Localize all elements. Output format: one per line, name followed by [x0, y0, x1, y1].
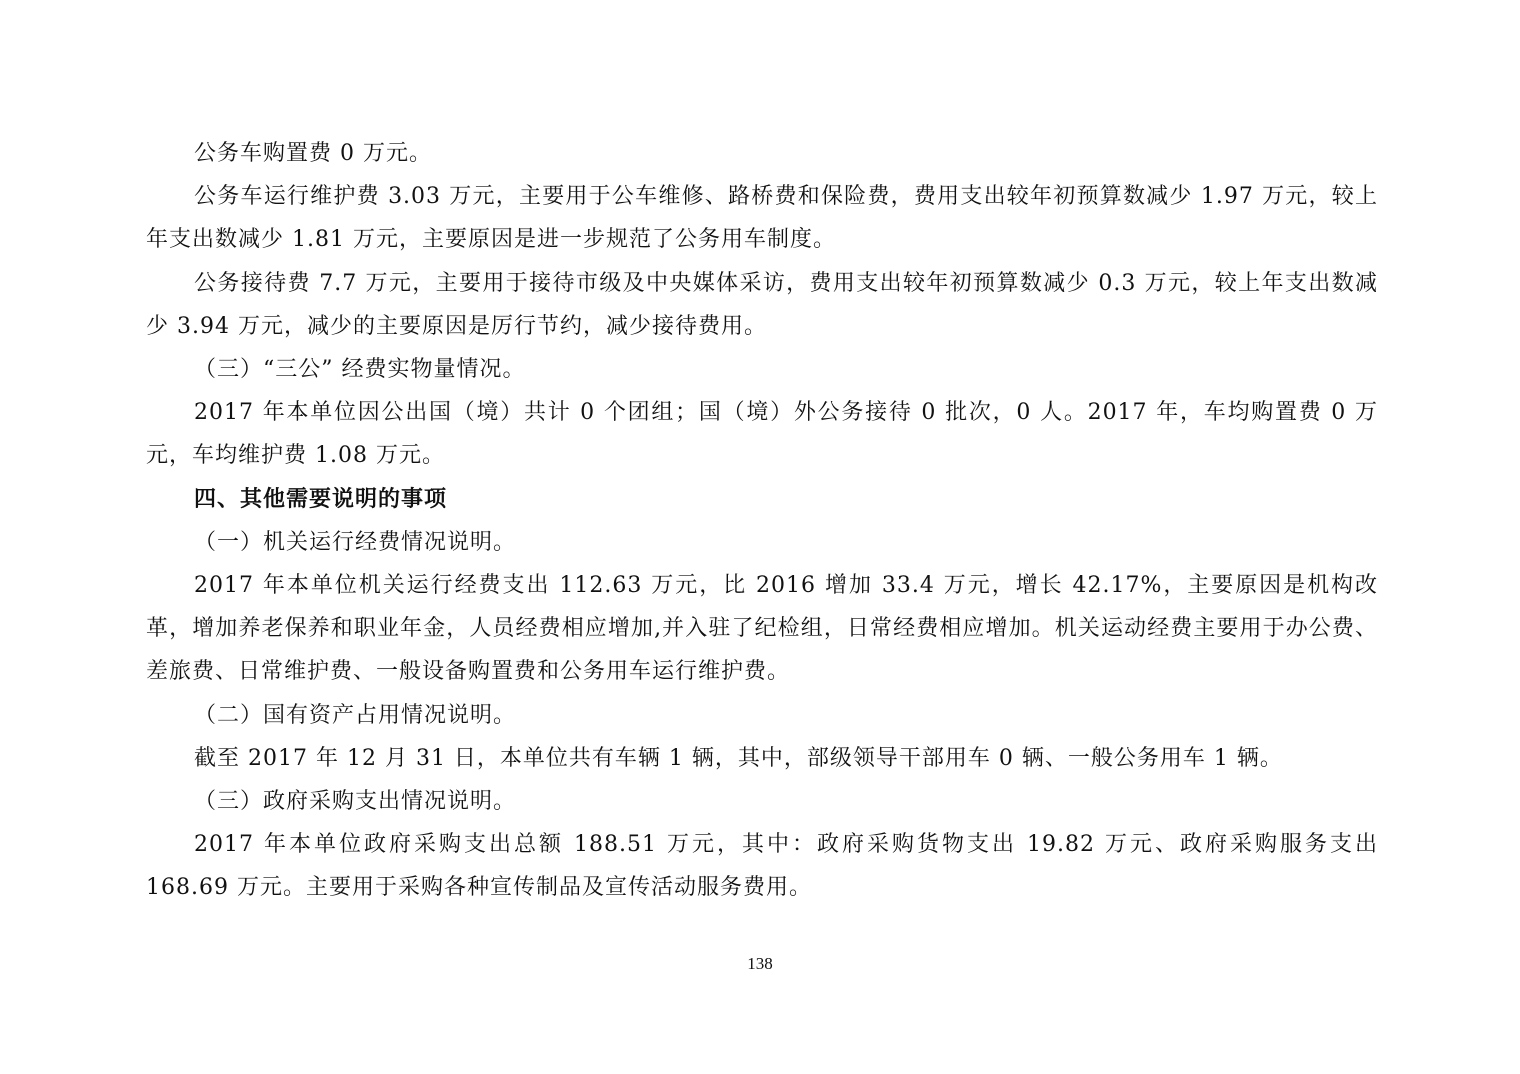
paragraph-physical-quantity: 2017 年本单位因公出国（境）共计 0 个团组；国（境）外公务接待 0 批次，0 人。2017 年，车均购置费 0 万元，车均维护费 1.08 万元。: [146, 400, 1379, 469]
paragraph-operating-costs: 2017 年本单位机关运行经费支出 112.63 万元，比 2016 增加 33.4 万元，增长 42.17%，主要原因是机构改革，增加养老保养和职业年金，人员经费相应增加,并入驻了纪检组，日常经费相应增加。机关运动经费主要用于办公费、差旅费、日常维护费、一般设备购置费和公务用车运行维护费。: [146, 573, 1378, 685]
subheading-procurement: （三）政府采购支出情况说明。: [194, 789, 517, 815]
paragraph-procurement: 2017 年本单位政府采购支出总额 188.51 万元，其中：政府采购货物支出 19.82 万元、政府采购服务支出 168.69 万元。主要用于采购各种宣传制品及宣传活动服务费用。: [146, 832, 1378, 901]
paragraph-vehicle-purchase: 公务车购置费 0 万元。: [194, 141, 432, 166]
section-heading-other-matters: 四、其他需要说明的事项: [194, 486, 448, 512]
paragraph-state-assets: 截至 2017 年 12 月 31 日，本单位共有车辆 1 辆，其中，部级领导干部用车 0 辆、一般公务用车 1 辆。: [194, 745, 1283, 771]
paragraph-reception: 公务接待费 7.7 万元，主要用于接待市级及中央媒体采访，费用支出较年初预算数减少 0.3 万元，较上年支出数减少 3.94 万元，减少的主要原因是厉行节约，减少接待费用。: [146, 270, 1378, 339]
page-number: 138: [747, 954, 773, 973]
paragraph-vehicle-maintenance: 公务车运行维护费 3.03 万元，主要用于公车维修、路桥费和保险费，费用支出较年初预算数减少 1.97 万元，较上年支出数减少 1.81 万元，主要原因是进一步规范了公务用车制度。: [146, 184, 1378, 253]
subheading-physical-quantity: （三）“三公” 经费实物量情况。: [194, 357, 526, 383]
subheading-operating-costs: （一）机关运行经费情况说明。: [194, 529, 517, 555]
subheading-state-assets: （二）国有资产占用情况说明。: [194, 702, 517, 728]
document-body: [146, 132, 1378, 910]
